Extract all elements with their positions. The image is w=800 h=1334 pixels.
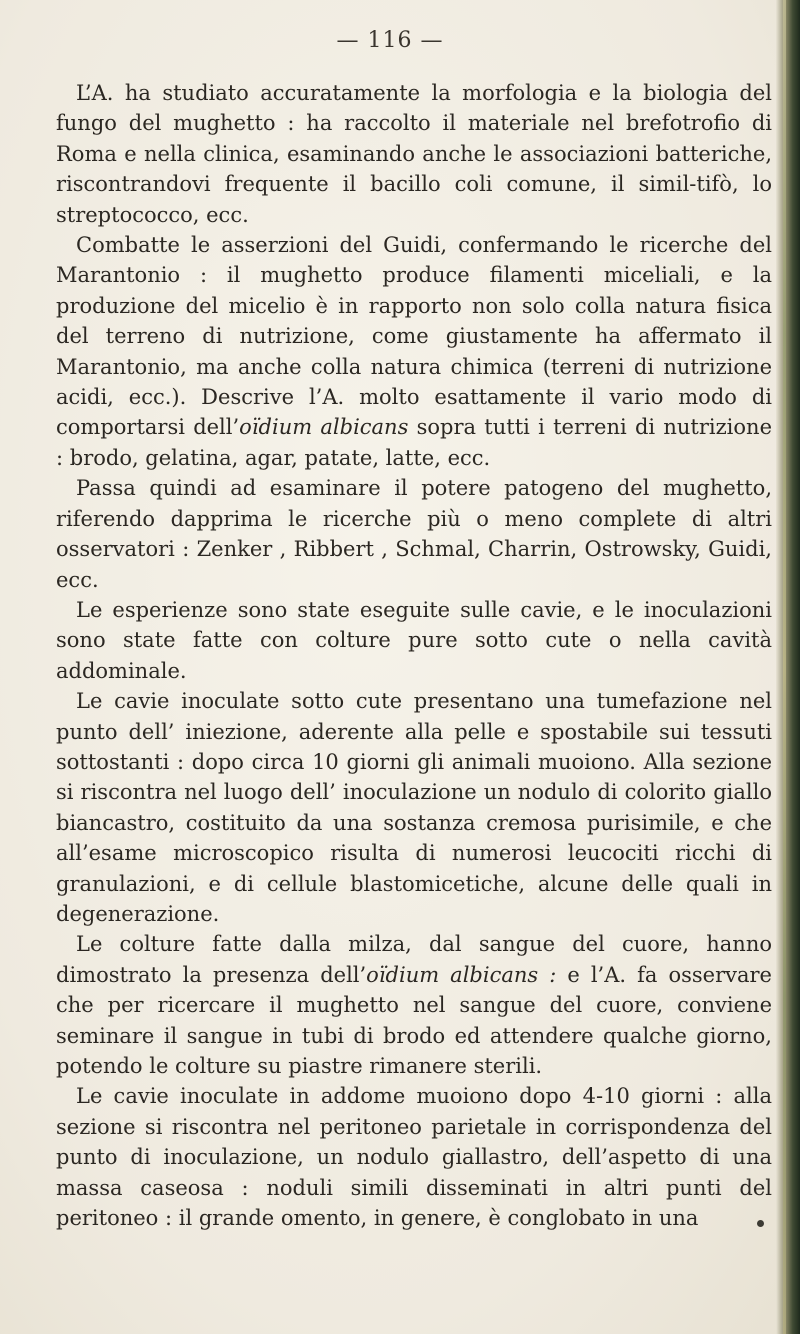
- page-edge-highlight: [783, 0, 786, 1334]
- paragraph-5-text: Le cavie inoculate sotto cute presentano una tumefazione nel punto dell’ iniezione, aderente alla pelle e spostabile sui tessuti sottostanti : dopo circa 10 giorni gli animali muoiono. Alla sezione si riscontra nel luogo dell’ inoculazione un nodulo di colorito giallo biancastro, costituito da una sostanza cremosa purisimile, e che all’esame microscopico risulta di numerosi leucociti ricchi di granulazioni, e di cellule blastomicetiche, alcune delle quali in degenerazione.: [56, 689, 772, 926]
- species-name-italic: oïdium albicans :: [366, 962, 557, 987]
- paragraph-3-text: Passa quindi ad esaminare il potere patogeno del mughetto, riferendo dapprima le ricerche più o meno complete di altri osservatori : Zenker , Ribbert , Schmal, Charrin, Ostrowsky, Guidi, ecc.: [56, 476, 772, 592]
- species-name-italic: oïdium albicans: [239, 415, 409, 440]
- paragraph-6-text-b: e l’A. fa osservare che per ricercare il mughetto nel sangue del cuore, conviene seminare il sangue in tubi di brodo ed attendere qualche giorno, potendo le colture su piastre rimanere sterili.: [56, 962, 772, 1078]
- paragraph-2-text-b: sopra tutti i terreni di nutrizione : brodo, gelatina, agar, patate, latte, ecc.: [56, 415, 772, 470]
- paragraph-1: [56, 78, 772, 230]
- paragraph-7: [56, 1081, 772, 1233]
- page-edge-shadow: [776, 0, 800, 1334]
- page-number-header: — 116 —: [336, 28, 444, 53]
- page-body: [56, 78, 772, 1233]
- paragraph-7-text: Le cavie inoculate in addome muoiono dopo 4-10 giorni : alla sezione si riscontra nel peritoneo parietale in corrispondenza del punto di inoculazione, un nodulo giallastro, dell’aspetto di una massa caseosa : noduli simili disseminati in altri punti del peritoneo : il grande omento, in genere, è conglobato in una: [56, 1084, 772, 1231]
- paragraph-2-text-a: Combatte le asserzioni del Guidi, confermando le ricerche del Marantonio : il mughetto produce filamenti miceliali, e la produzione del micelio è in rapporto non solo colla natura fisica del terreno di nutrizione, come giustamente ha affermato il Marantonio, ma anche colla natura chimica (terreni di nutrizione acidi, ecc.). Descrive l’A. molto esattamente il vario modo di comportarsi dell’: [56, 233, 772, 440]
- paragraph-4: [56, 595, 772, 686]
- ink-speck: [757, 1220, 764, 1227]
- paragraph-6: [56, 929, 772, 1081]
- paragraph-4-text: Le esperienze sono state eseguite sulle cavie, e le inoculazioni sono state fatte con colture pure sotto cute o nella cavità addominale.: [56, 597, 772, 683]
- paragraph-6-text-a: Le colture fatte dalla milza, dal sangue del cuore, hanno dimostrato la presenza dell’: [56, 932, 772, 987]
- paragraph-1-text: L’A. ha studiato accuratamente la morfologia e la biologia del fungo del mughetto : ha raccolto il materiale nel brefotrofio di Roma e nella clinica, esaminando anche le associazioni batteriche, riscontrandovi frequente il bacillo coli comune, il simil-tifò, lo streptococco, ecc.: [56, 81, 772, 227]
- paragraph-3: [56, 473, 772, 595]
- paragraph-2: [56, 230, 772, 473]
- paragraph-5: [56, 686, 772, 929]
